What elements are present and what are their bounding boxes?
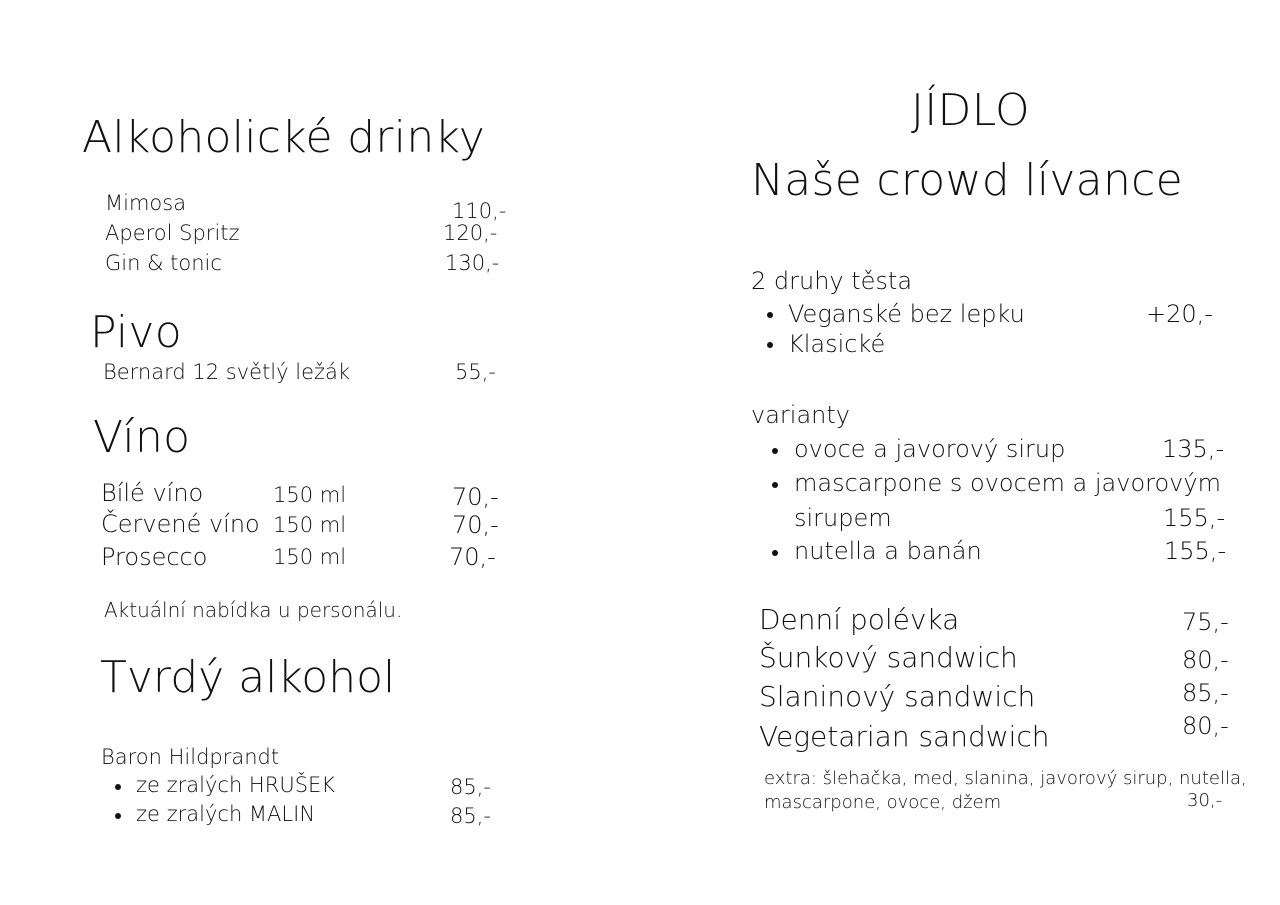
menu-item-name: Mimosa [105,191,187,215]
food-item: Slaninový sandwich [759,680,1036,713]
menu-item-price: 85,- [450,804,491,828]
menu-item-name: Gin & tonic [105,251,222,275]
food-price: 75,- [1182,608,1229,636]
menu-item-name: Červené víno [101,510,260,538]
menu-item-name: Bernard 12 světlý ležák [103,360,351,384]
bullet-icon [767,342,773,348]
brand-label: Baron Hildprandt [101,745,280,769]
section-title-tvrdy: Tvrdý alkohol [100,652,396,703]
food-item: Šunkový sandwich [759,641,1018,674]
food-price: 80,- [1182,712,1229,740]
food-heading: JÍDLO [911,85,1030,136]
bullet-icon [772,448,778,454]
food-item: Vegetarian sandwich [759,720,1050,753]
menu-item-name: ze zralých HRUŠEK [136,773,336,797]
variant-item: ovoce a javorový sirup [794,435,1066,463]
menu-item-volume: 150 ml [273,483,347,507]
bullet-icon [772,550,778,556]
variant-item-cont: sirupem [794,504,892,532]
variants-label: varianty [751,401,850,429]
menu-item-price: 55,- [455,360,496,384]
section-title-livance: Naše crowd lívance [751,155,1183,206]
wine-note: Aktuální nabídka u personálu. [104,598,403,622]
menu-item-volume: 150 ml [273,513,347,537]
dough-item: Veganské bez lepku [788,300,1025,328]
variant-price: 155,- [1164,537,1227,565]
menu-item-price: 130,- [445,251,500,275]
extras-price: 30,- [1187,790,1223,811]
bullet-icon [767,312,773,318]
menu-item-price: 110,- [452,199,507,223]
bullet-icon [115,813,121,819]
menu-item-name: Aperol Spritz [105,221,240,245]
bullet-icon [115,784,121,790]
dough-item: Klasické [788,330,886,358]
food-price: 85,- [1182,679,1229,707]
food-item: Denní polévka [759,603,960,636]
menu-item-name: Bílé víno [101,479,204,507]
menu-item-price: 120,- [443,221,498,245]
section-title-vino: Víno [93,412,191,463]
menu-item-price: 85,- [450,775,491,799]
variant-item: nutella a banán [794,537,982,565]
menu-item-volume: 150 ml [273,545,347,569]
dough-label: 2 druhy těsta [751,267,913,295]
variant-item: mascarpone s ovocem a javorovým [794,469,1221,497]
section-title-alko: Alkoholické drinky [82,112,486,163]
menu-item-price: 70,- [449,543,496,571]
food-price: 80,- [1182,646,1229,674]
bullet-icon [772,482,778,488]
menu-item-price: 70,- [452,511,499,539]
section-title-pivo: Pivo [90,307,182,358]
extras-line: extra: šlehačka, med, slanina, javorový sirup, nutella, [764,768,1247,789]
menu-item-price: 70,- [452,483,499,511]
menu-item-name: ze zralých MALIN [136,802,316,826]
extras-line: mascarpone, ovoce, džem [764,792,1002,813]
menu-item-name: Prosecco [101,543,208,571]
variant-price: 155,- [1163,504,1226,532]
dough-price: +20,- [1146,300,1213,328]
variant-price: 135,- [1162,435,1225,463]
